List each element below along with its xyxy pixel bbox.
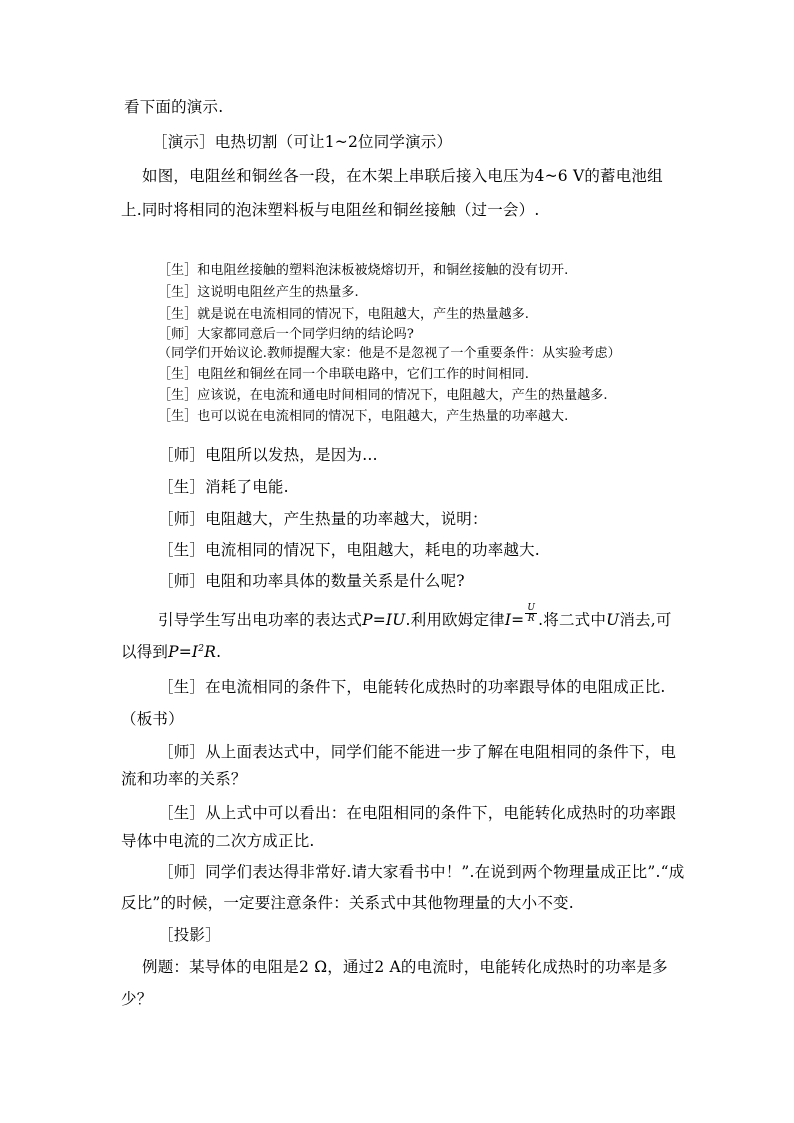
- dialog-line: ［生］应该说，在电流和通电时间相同的情况下，电阻越大，产生的热量越多.: [158, 388, 608, 403]
- paragraph: ［生］在电流相同的条件下，电能转化成热时的功率跟导体的电阻成正比.: [158, 678, 666, 696]
- paragraph: ［生］从上式中可以看出：在电阻相同的条件下，电能转化成热时的功率跟: [158, 804, 677, 822]
- paragraph: 流和功率的关系？: [121, 770, 247, 788]
- dialog-line: ［生］就是说在电流相同的情况下，电阻越大，产生的热量越多.: [158, 307, 530, 322]
- paragraph: 上.同时将相同的泡沫塑料板与电阻丝和铜丝接触（过一会）.: [121, 201, 540, 219]
- formula-paragraph: 引导学生写出电功率的表达式P=IU.利用欧姆定律I= $\frac{U}{R}$ .将二式中U消去,可: [158, 602, 672, 629]
- dialog-line: ［师］电阻和功率具体的数量关系是什么呢?: [158, 572, 465, 590]
- paragraph: 少？: [121, 990, 153, 1008]
- paragraph: （板书）: [121, 710, 184, 728]
- paragraph: 看下面的演示.: [124, 98, 224, 116]
- paragraph: 导体中电流的二次方成正比.: [121, 832, 315, 850]
- dialog-line: ［生］消耗了电能.: [158, 478, 289, 496]
- paragraph: ［演示］电热切割（可让1~2位同学演示）: [152, 133, 453, 151]
- dialog-line: ［师］大家都同意后一个同学归纳的结论吗?: [158, 327, 414, 342]
- dialog-line: ［生］电阻丝和铜丝在同一个串联电路中，它们工作的时间相同.: [158, 367, 530, 382]
- paragraph: ［师］同学们表达得非常好.请大家看书中！”.在说到两个物理量成正比”.“成: [158, 863, 685, 881]
- dialog-line: （同学们开始议论.教师提醒大家：他是不是忽视了一个重要条件：从实验考虑）: [158, 346, 621, 361]
- dialog-line: ［师］电阻越大，产生热量的功率越大，说明：: [158, 510, 488, 528]
- fraction: $\frac{U}{R}$: [527, 602, 536, 624]
- paragraph: ［投影］: [158, 926, 221, 944]
- formula-joule: $P=I^2R$: [168, 643, 217, 661]
- dialog-line: ［生］电流相同的情况下，电阻越大，耗电的功率越大.: [158, 541, 540, 559]
- formula-power: P=IU: [362, 611, 406, 629]
- dialog-line: ［生］和电阻丝接触的塑料泡沫板被烧熔切开，和铜丝接触的没有切开.: [158, 263, 569, 278]
- paragraph: 如图，电阻丝和铜丝各一段，在木架上串联后接入电压为4~6 V的蓄电池组: [142, 167, 663, 185]
- paragraph: 例题：某导体的电阻是2 Ω，通过2 A的电流时，电能转化成热时的功率是多: [142, 958, 668, 976]
- formula-ohm: I=: [504, 611, 525, 629]
- paragraph: ［师］从上面表达式中，同学们能不能进一步了解在电阻相同的条件下，电: [158, 743, 677, 761]
- dialog-line: ［生］这说明电阻丝产生的热量多.: [158, 285, 359, 300]
- paragraph: 反比”的时候，一定要注意条件：关系式中其他物理量的大小不变.: [121, 894, 574, 912]
- formula-paragraph: 以得到$P=I^2R$.: [121, 643, 222, 661]
- dialog-line: ［师］电阻所以发热，是因为…: [158, 446, 378, 464]
- dialog-line: ［生］也可以说在电流相同的情况下，电阻越大，产生热量的功率越大.: [158, 409, 569, 424]
